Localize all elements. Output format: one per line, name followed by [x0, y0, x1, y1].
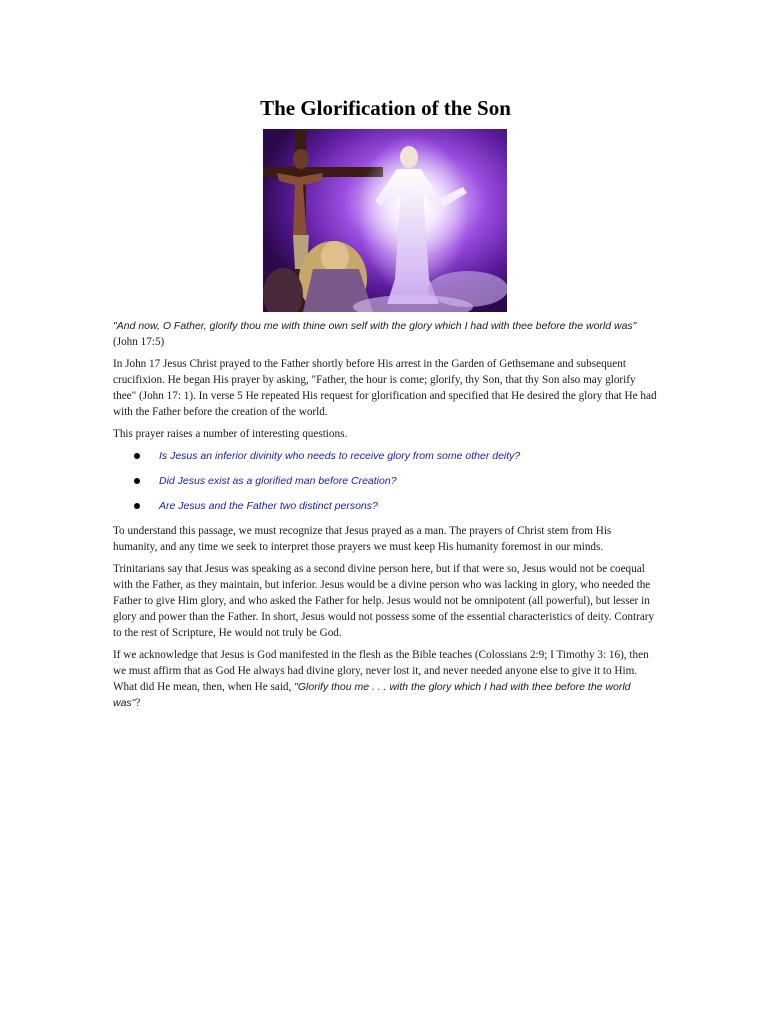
list-item[interactable] — [113, 498, 658, 514]
bullet-icon — [134, 453, 140, 459]
paragraph-2: This prayer raises a number of interesting questions. — [113, 428, 348, 440]
article-body — [113, 318, 658, 717]
questions-list — [113, 448, 658, 514]
page-title: The Glorification of the Son — [260, 96, 511, 120]
list-item[interactable] — [113, 473, 658, 489]
bullet-icon — [134, 478, 140, 484]
question-text: Did Jesus exist as a glorified man before Creation? — [159, 475, 397, 487]
paragraph-5-end: ? — [135, 697, 141, 709]
paragraph-3: To understand this passage, we must recognize that Jesus prayed as a man. The prayers of Christ stem from His humanity, and any time we seek to interpret those prayers we must keep His humanity foremost in our minds. — [113, 525, 612, 553]
list-item[interactable] — [113, 448, 658, 464]
question-text: Are Jesus and the Father two distinct persons? — [159, 500, 378, 512]
paragraph-5 — [113, 647, 658, 711]
paragraph-4: Trinitarians say that Jesus was speaking as a second divine person here, but if that were so, Jesus would not be coequal with the Father, as they maintain, but inferior. Jesus would be a divine person who was lacking in glory, who needed the Father to give Him glory, and who asked the Father for help. Jesus would not be omnipotent (all powerful), but lesser in glory and power than the Father. In short, Jesus would not possess some of the essential characteristics of deity. Contrary to the rest of Scripture, He would not truly be God. — [113, 563, 655, 639]
glorification-illustration — [263, 129, 507, 312]
opening-quote-paragraph — [113, 318, 658, 350]
paragraph-5-quote: "Glorify thou me . . . with the glory which I had with thee before the world was" — [113, 681, 631, 709]
paragraph-5-text: If we acknowledge that Jesus is God manifested in the flesh as the Bible teaches (Colossians 2:9; I Timothy 3: 16), then we must affirm that as God He always had divine glory, never lost it, and never needed anyone else to give it to Him. What did He mean, then, when He said, — [113, 649, 649, 693]
opening-quote-reference: (John 17:5) — [113, 336, 165, 348]
crucifixion-ascension-image — [263, 129, 507, 312]
opening-quote: "And now, O Father, glorify thou me with thine own self with the glory which I had with thee before the world was" — [113, 320, 637, 332]
question-text: Is Jesus an inferior divinity who needs to receive glory from some other deity? — [159, 450, 521, 462]
bullet-icon — [134, 503, 140, 509]
paragraph-1: In John 17 Jesus Christ prayed to the Father shortly before His arrest in the Garden of Gethsemane and subsequent crucifixion. He began His prayer by asking, "Father, the hour is come; glorify, thy Son, that thy Son also may glorify thee" (John 17: 1). In verse 5 He repeated His request for glorification and specified that He desired the glory that He had with the Father before the creation of the world. — [113, 358, 657, 418]
